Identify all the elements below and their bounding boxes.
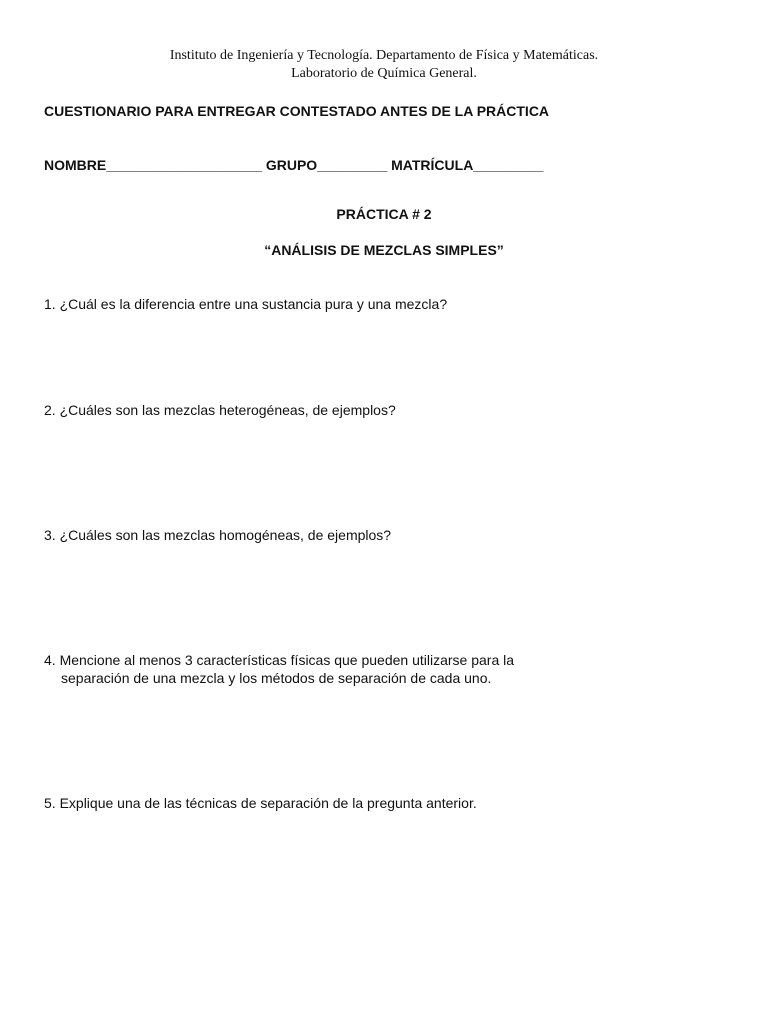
question-text: 1. ¿Cuál es la diferencia entre una sustancia pura y una mezcla? xyxy=(44,296,448,312)
question-text: 2. ¿Cuáles son las mezclas heterogéneas, de ejemplos? xyxy=(44,402,396,418)
practice-number: PRÁCTICA # 2 xyxy=(336,206,432,222)
laboratory-header: Laboratorio de Química General. xyxy=(291,66,477,81)
question-2 xyxy=(44,401,604,419)
question-3 xyxy=(44,526,604,544)
question-text: 3. ¿Cuáles son las mezclas homogéneas, de ejemplos? xyxy=(44,527,392,543)
practice-title: “ANÁLISIS DE MEZCLAS SIMPLES” xyxy=(264,242,504,258)
student-fields-line: NOMBRE____________________ GRUPO_________ MATRÍCULA_________ xyxy=(44,157,544,173)
questionnaire-instruction: CUESTIONARIO PARA ENTREGAR CONTESTADO ANTES DE LA PRÁCTICA xyxy=(44,103,550,119)
institution-header: Instituto de Ingeniería y Tecnología. Departamento de Física y Matemáticas. xyxy=(169,48,599,63)
question-text: 4. Mencione al menos 3 características físicas que pueden utilizarse para la xyxy=(44,652,515,668)
question-1 xyxy=(44,295,604,313)
question-text-continuation: separación de una mezcla y los métodos de separación de cada uno. xyxy=(61,670,492,686)
question-text: 5. Explique una de las técnicas de separación de la pregunta anterior. xyxy=(44,795,477,811)
question-5 xyxy=(44,794,604,812)
question-4 xyxy=(44,651,604,687)
